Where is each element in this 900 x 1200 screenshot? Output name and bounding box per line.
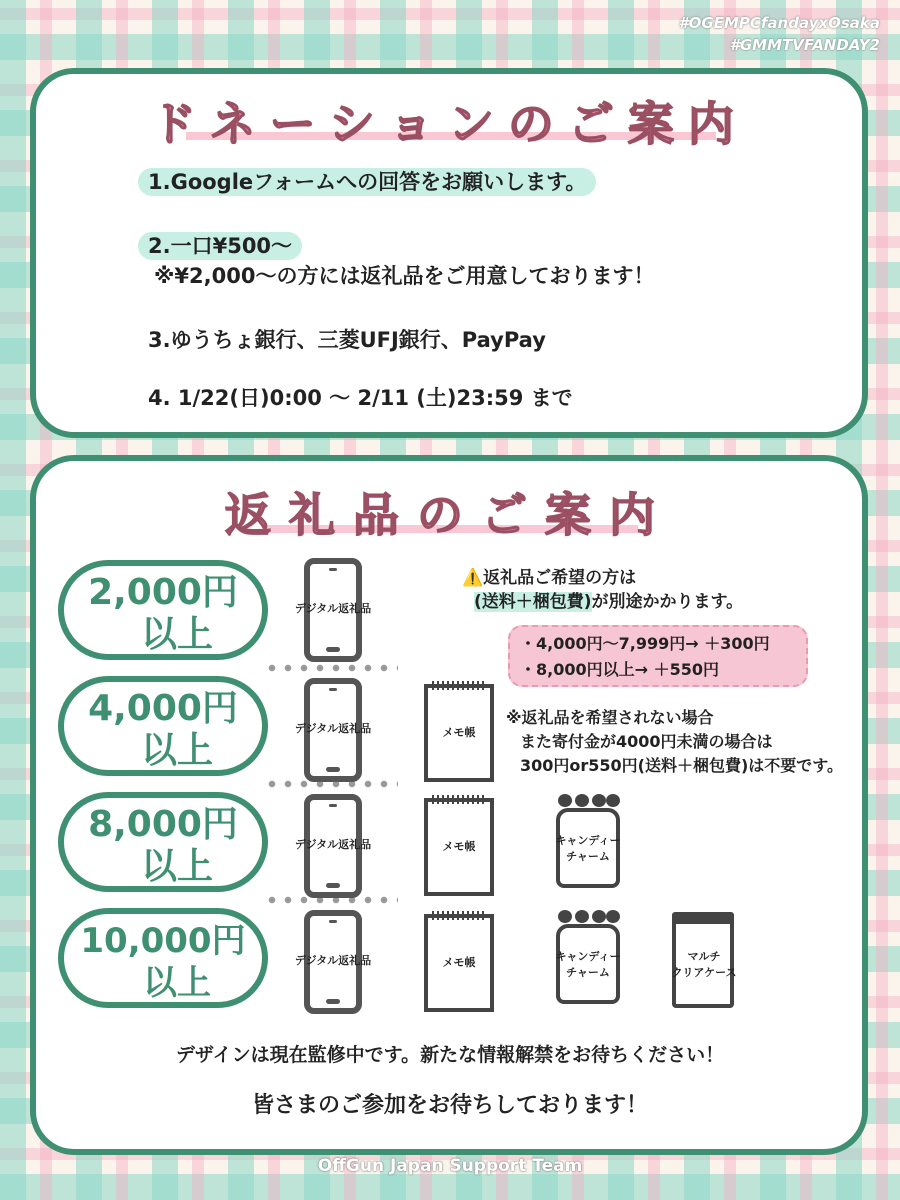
design-note: デザインは現在監修中です。新たな情報解禁をお待ちください！ (175, 1044, 725, 1066)
tier-10000: 10,000円 以上 (58, 908, 268, 1008)
donation-title: ドネーションのご案内 (150, 97, 748, 151)
hashtags (678, 12, 880, 56)
memo-label: メモ帳 (442, 956, 476, 969)
divider-dots (264, 664, 398, 672)
digital-gift-label: デジタル返礼品 (294, 602, 372, 615)
tier-4000: 4,000円 以上 (58, 676, 268, 776)
digital-gift-label: デジタル返礼品 (294, 838, 372, 851)
memo-label: メモ帳 (442, 840, 476, 853)
tier-2000: 2,000円 以上 (58, 560, 268, 660)
hashtag-osaka: #OGEMPCfandayxOsaka (678, 14, 880, 32)
clear-case-label: マルチ クリアケース (671, 950, 737, 979)
hashtag-gmmtv: #GMMTVFANDAY2 (729, 36, 880, 54)
exempt-note: ※返礼品を希望されない場合 また寄付金が4000円未満の場合は 300円or550円(送料＋梱包費)は不要です。 (506, 708, 844, 775)
gifts-title: 返礼品のご案内 (225, 488, 673, 542)
donation-line-3: 3.ゆうちょ銀行、三菱UFJ銀行、PayPay (148, 328, 546, 352)
team-credit: OffGun Japan Support Team (317, 1156, 583, 1176)
shipping-note: ⚠️返礼品ご希望の方は (送料＋梱包費)が別途かかります。 (462, 568, 744, 612)
donation-panel (30, 68, 868, 438)
fee-box (508, 625, 808, 687)
donation-line-2-note: ※¥2,000〜の方には返礼品をご用意しております！ (154, 264, 655, 288)
donation-line-1: 1.Googleフォームへの回答をお願いします。 (148, 166, 596, 196)
memo-label: メモ帳 (442, 726, 476, 739)
closing-message: 皆さまのご参加をお待ちしております！ (251, 1093, 648, 1118)
candy-charm-label: キャンディー チャーム (555, 834, 621, 863)
digital-gift-label: デジタル返礼品 (294, 954, 372, 967)
digital-gift-label: デジタル返礼品 (294, 722, 372, 735)
tier-8000: 8,000円 以上 (58, 792, 268, 892)
fee-line-2: ・8,000円以上→ ＋550円 (520, 660, 719, 679)
donation-line-2: 2.一口¥500〜 (148, 230, 302, 260)
donation-line-4: 4. 1/22(日)0:00 〜 2/11 (土)23:59 まで (148, 386, 573, 410)
fee-line-1: ・4,000円〜7,999円→ ＋300円 (520, 634, 770, 653)
candy-charm-label: キャンディー チャーム (555, 950, 621, 979)
